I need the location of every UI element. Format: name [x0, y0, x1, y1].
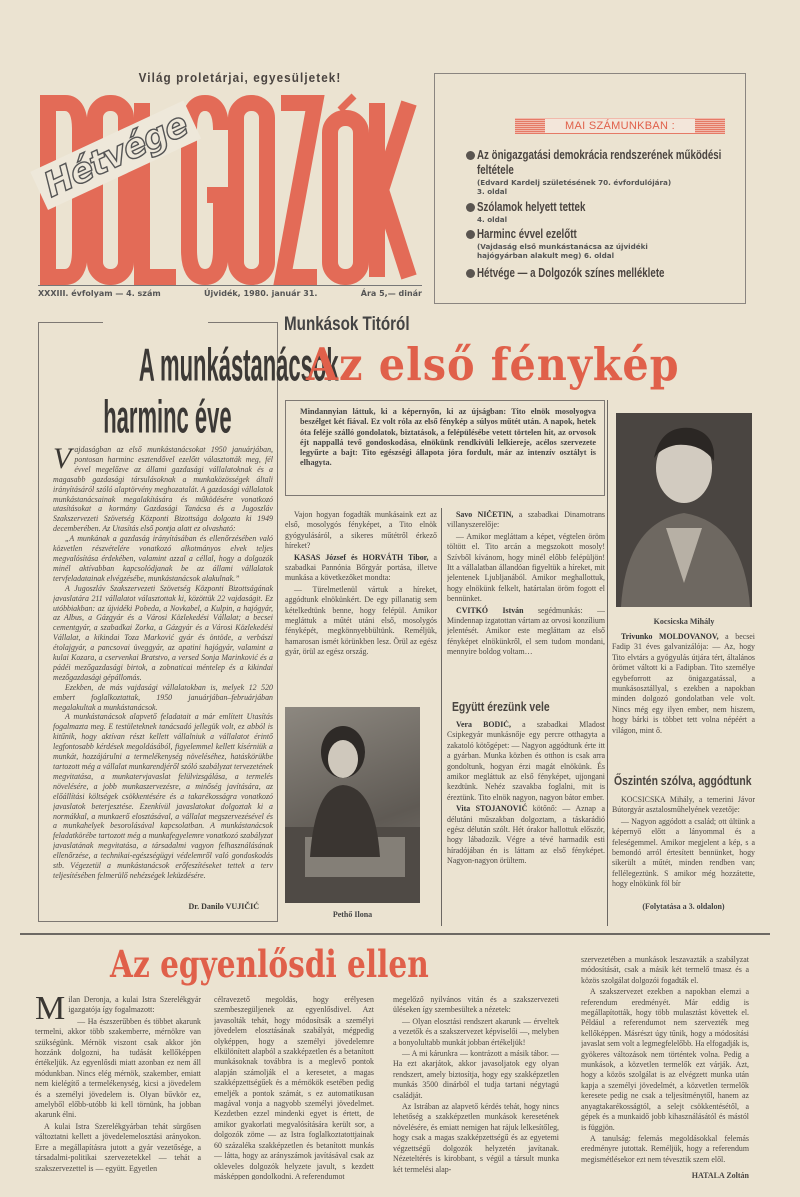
- masthead-title-logo: [38, 92, 428, 287]
- article-title-line1: A munkástanácsok: [138, 339, 339, 392]
- toc-item-page: 3. oldal: [477, 187, 508, 196]
- article-column-3: [393, 995, 559, 1180]
- section-subheading: Együtt érezünk vele: [452, 699, 550, 714]
- toc-item-page: 4. oldal: [477, 215, 508, 224]
- paragraph: megelőző nyilvános vitán és a szakszervezeti üléseken így szembesültek a nézetek:: [393, 995, 559, 1015]
- paragraph: A Jugoszláv Szakszervezeti Szövetség Központi Bizottságának javaslatára 211 vállalatot választottak ki, közöttük 22 vajdaságit. Ez utóbbiakban: az újvidéki Pobeda, a Novkabel, a Kulpin, a hajógyár, az Albus, a Gázgyár és a Városi Közlekedési Vállalat; a becsei cementgyár, a szabadkai Zorka, a Gázgyár és a Városi Közlekedési Vállalat, a kikindai Toza Marković gyár és öntöde, a verbászi étolajgyár, a pancsovai üveggyár, az apatini hajógyár, valamint a kulai Kozara, a cservenkai Bratstvo, a versed Sonja Marinković és a pádéi mezőgazdasági birtok, a zobnaticai méntelep és a kikindai mezőgazdasági gépállomás.: [53, 583, 273, 682]
- article-column-1: [285, 510, 437, 692]
- paragraph: KASAS József és HORVÁTH Tibor, a szabadkai Pannónia Bőrgyár portása, illetve munkása a következőket mondta:: [285, 552, 437, 583]
- toc-item-title: Szólamok helyett tettek: [477, 200, 586, 214]
- article-column-1: [35, 995, 201, 1180]
- article-column-3: [612, 632, 755, 760]
- section-divider: [20, 933, 770, 935]
- toc-item-title: Harminc évvel ezelőtt: [477, 227, 577, 241]
- bullet-icon: [466, 269, 475, 278]
- paragraph: — Amikor megláttam a képet, végtelen öröm töltött el. Tito arcán a megszokott mosoly! Szívből kívánom, hogy minél előbb felépüljön! Itt a vállalatban állandóan figyeltük a híreket, mit jelentenek Ljubljanából. Amikor meghallottuk, hogy elnökünk felkelt, határtalan öröm fogott el bennünket.: [447, 531, 605, 604]
- issue-price: Ára 5,— dinár: [360, 289, 422, 298]
- article-headline: Az első fénykép: [306, 338, 680, 391]
- toc-item-title: feltétele: [477, 163, 514, 177]
- masthead-logo: [38, 92, 428, 287]
- paragraph: ilan Deronja, a kulai Istra Szerelékgyár igazgatója így fogalmazott:: [68, 995, 201, 1015]
- photo-caption: Kocsicska Mihály: [653, 617, 715, 626]
- paragraph: Trivunko MOLDOVANOV, a becsei Fadip 31 éves galvanizálója: — Az, hogy Tito elvtárs a gyógyulás útjára tért, általános örömet váltott ki a Fadipban. Tito személye egybeforrott az önigazgatással, a munkásosztállyal, s ezekben a napokban minden dolgozó gondolatban vele volt. Nincs még egy ilyen ember, nem hiszem, hogy bárki is többet tett volna népéért a világon, mint ő.: [612, 632, 755, 735]
- article-author: HATALA Zoltán: [691, 1171, 749, 1180]
- paragraph: CVITKÓ István segédmunkás: — Mindennap izgatottan vártam az orvosi konzílium jelentését. Amikor este megláttam az első fényképet elnökünkről, el sem tudom mondani, mennyire boldog voltam…: [447, 605, 605, 657]
- masthead-motto: Világ proletárjai, egyesüljetek!: [138, 70, 342, 85]
- paragraph: Savo NIČETIN, a szabadkai Dinamotrans villanyszerelője:: [447, 510, 605, 530]
- photo-image: [285, 707, 420, 903]
- in-this-issue-banner: [515, 118, 725, 134]
- paragraph: szervezetében a munkások leszavazták a szabályzat módosítását, csak a másik két termelő tmasz és a közös szolgálat dolgozói fogadták el.: [581, 955, 749, 985]
- paragraph: ajdaságban az első munkástanácsokat 1950 januárjában, pontosan harminc esztendővel ezelőtt választották meg, fél évvel megelőzve az állami gazdasági vállalatoknak és a magasabb gazdasági társulásoknak a munkaközösségek általi irányításáról szóló alaptörvény meghozatalát. A gazdasági vállalatok munkástanácsainak megalakítására és működésére vonatkozó utasításokat a kormány Gazdasági Tanácsa és a Jugoszláv Szakszervezeti Szövetség Központi Bizottsága dolgozta ki 1949 decemberében. Az Utasítás első pontja alatt ez olvasható:: [53, 445, 273, 534]
- article-body: [53, 445, 273, 897]
- paragraph: célravezető megoldás, hogy erélyesen szembeszegüljenek az egyenlősdivel. Azt javasolták tehát, hogy módosítsák a személyi jövedelem elosztásának szabályát, mégpedig olyképpen, hogy a személyi jövedelemre elkülönített alapból a szakképzetlen és a betanított munkásoknak továbbra is a meglevő pontok alapján számolják el a keresetet, a magas szakképzettségűek és a mérnökök esetében pedig emeljék a pontok számát, s ez automatikusan magával vonja a nagyobb személyi jövedelmet. Kezdetben ezzel mindenki egyet is értett, de amikor gyakorlati megvalósítására került sor, a dolgozók zöme — az Istra foglalkoztatottjainak 60 százaléka szakképzetlen és betanított munkás — látta, hogy az arányszámok javításával csak az okleveles dolgozók helyzete javult, s kezdett másképpen gondolkodni. A referendumot: [214, 995, 374, 1180]
- paragraph: — Nagyon aggódott a család; ott ültünk a képernyő előtt a lányommal és a feleségemmel. Amikor megjelent a kép, s a bemondó arról értesített bennünket, hogy sikerült a műtét, minden rendben van; fellélegeztünk. S amikor még hozzátette, hogy elnökünk föl bír: [612, 816, 755, 889]
- photo-worker-woman: [285, 707, 420, 903]
- issue-date: Újvidék, 1980. január 31.: [204, 289, 318, 298]
- paragraph: Az Istrában az alapvető kérdés tehát, hogy nincs lehetőség a szakképzetlen munkások keresetének növelésére, és emiatt nemigen hat rájuk lelkesítőleg, hogy csak a magas szakképzettségű és az egyetemi végzettségű dolgozók helyzetén javítanak. Nézeteltérés is kirobbant, s végül a társult munka két termelési alap-: [393, 1102, 559, 1174]
- article-column-2: [447, 510, 605, 692]
- paragraph: Vita STOJANOVIĆ kötőnő: — Aznap a délutáni műszakban dolgoztam, a táskarádió egész délután szólt. Hét órakor hallottuk először, hogy lábadozik. Végre a tévé harmadik esti híradójában én is láttam az első fényképet. Nagyon-nagyon örültem.: [447, 804, 605, 866]
- paragraph: — Türelmetlenül vártuk a híreket, aggódtunk elnökünkért. De egy pillanatig sem kételkedtünk benne, hogy felépül. Amikor megláttuk a műtét utáni első, mosolygós fényképét, megkönnyebbültünk. Reméljük, hamarosan ismét körünkben lesz. Örül az egész gyár, örül az egész ország.: [285, 584, 437, 657]
- issue-volume: XXXIII. évfolyam — 4. szám: [38, 289, 161, 298]
- bullet-icon: [466, 230, 475, 239]
- paragraph: — Ha észszerűbben és többet akarunk termelni, akkor több szakemberre, mérnökre van szükségünk. Mérnök viszont csak akkor jön hozzánk dolgozni, ha tudását kellőképpen értékeljük. Az egyenlősdi miatt azonban ez nem áll módunkban. Nincs elég mérnök, szakember, emiatt nem kielégítő a termelékenység, kicsi a jövedelem és a személyi jövedelem is. Olyan bűvkör ez, amelyből előbb-utóbb ki kell törnünk, ha jobban akarunk élni.: [35, 1016, 201, 1120]
- supplement-logo: Hétvége: [30, 100, 201, 210]
- toc-item[interactable]: [477, 200, 742, 224]
- paragraph: — Olyan elosztási rendszert akarunk — érveltek a vezetők és a szakszervezet képviselői —, melyben a bonyolultabb munkát jobban értékeljük!: [393, 1016, 559, 1047]
- toc-item[interactable]: [477, 227, 742, 260]
- article-column-2b: [447, 720, 605, 920]
- toc-item-subtitle: (Vajdaság első munkástanácsa az újvidéki: [477, 242, 648, 251]
- paragraph: KOCSICSKA Mihály, a temerini Jávor Bútorgyár asztalosműhelyének vezetője:: [612, 795, 755, 815]
- article-intro-box: Mindannyian láttuk, ki a képernyőn, ki az újságban: Tito elnök mosolyogva beszélget két fiával. Ez volt róla az első fénykép a súlyos műtét után. A napok, hetek óta feléje szálló gondolatok, biztatások, a felépülésébe vetett törtelen hit, az orvosok éjt nappallá tevő gondoskodása, elnökünk rendkívüli lelkiereje, acélos szervezete legyűrte a bajt: Tito egészségi állapota jóra fordult, már az intenzív osztályt is elhagyta.: [285, 400, 605, 496]
- article-title-line2: harminc éve: [103, 391, 232, 444]
- workers-councils-article: [38, 322, 339, 922]
- toc-item[interactable]: [477, 148, 742, 196]
- paragraph: A kulai Istra Szerelékgyárban tehát sürgősen változtatni kellett a jövedelemelosztási arányokon. Erre a megállapításra jutott a gyár vezetősége, a társadalmi-politikai szervezetekkel — tehát a szakszervezettel is — együtt. Egyetlen: [35, 1121, 201, 1173]
- paragraph: — A mi kárunkra — kontrázott a másik tábor. — Ha ezt akarjátok, akkor javasoljatok egy olyan rendszert, amely biztosítja, hogy egy szakképzetlen munkás 3500 dinárból el tudja tartani négytagú családját.: [393, 1049, 559, 1100]
- article-column-3b: [612, 795, 755, 889]
- paragraph: A munkástanácsok alapvető feladatait a már említett Utasítás fogalmazta meg. E testületeknek tanácsadó jellegük volt, ez abból is kitűnik, hogy aktívan részt kellett vállalniuk a vállalatot érintő legfontosabb kérdések megoldásából, figyelemmel kellett kísérniük a munkát, hozzájárulni a termelékenység növeléséhez, hatáskörükbe tartozott még a vállalat munkarendjéről szóló szabályzat tervezetének megvitatása, a munkatervjavaslat felülvizsgálása, a termelés növelésére, a jobb munkaszervezésre, a minőség javítására, az előállítási költségek csökkentésére és a takarékosságra vonatkozó javaslatok beterjesztése. Ezenkívül javaslatokat dolgoztak ki a normákkal, a munkaerő elosztásával, a vállalat megszervezésével és a munkahelyek besorolásával kapcsolatban. A munkástanácsok feladatkörébe tartozott még a munkafegyelemre vonatkozó szabályzat javaslatának megvitatása, a társadalmi vagyon felhasználásának ellenőrzése, a technikai-egészségügyi védelemről való gondoskodás stb. Végezetül a munkástanácsok erőfeszítéseket tettek a terv teljesítésében felmerülő nehézségek leküzdésére.: [53, 712, 273, 880]
- column-divider: [441, 508, 442, 926]
- toc-item-title: Az önigazgatási demokrácia rendszerének működési: [477, 148, 722, 162]
- drop-cap: V: [53, 445, 72, 475]
- in-this-issue-box: [434, 73, 746, 304]
- photo-caption: Pethő Ilona: [332, 910, 373, 919]
- bullet-icon: [466, 203, 475, 212]
- article-column-4: [581, 955, 749, 1180]
- article-kicker: Munkások Titóról: [284, 314, 410, 335]
- photo-image: [616, 413, 752, 607]
- toc-item-subtitle: (Edvard Kardelj születésének 70. évfordulójára): [477, 178, 672, 187]
- toc-item[interactable]: [477, 266, 742, 281]
- continued-on-page: (Folytatása a 3. oldalon): [642, 902, 725, 911]
- photo-kocsicska: [616, 413, 752, 607]
- paragraph: Vera BODIĆ, a szabadkai Mladost Csipkegyár munkásnője egy percre otthagyta a zakatoló kötőgépet: — Nagyon aggódtunk érte itt a gyárban. Munka közben és otthon is csak arra gondoltunk, hogyan érzi magát elnökünk. És amikor megláttuk az első fényképet, ujjongani kezdtünk. Nehéz szavakba foglalni, mit is éreztünk. Tito elnök nagyon, nagyon bátor ember.: [447, 720, 605, 802]
- column-divider: [607, 400, 608, 926]
- article-headline: Az egyenlősdi ellen: [110, 942, 429, 986]
- paragraph: A tanulság: felemás megoldásokkal felemás eredményre jutottak. Reméljük, hogy a referendum megismétlésekor ezt nem tévesztik szem elől.: [581, 1133, 749, 1164]
- section-subheading: Őszintén szólva, aggódtunk: [614, 773, 752, 788]
- in-this-issue-label: MAI SZÁMUNKBAN :: [545, 119, 695, 133]
- article-author: Dr. Danilo VUJIČIĆ: [188, 902, 259, 911]
- paragraph: Ezekben, de más vajdasági vállalatokban is, melyek 12 520 embert foglalkoztattak, 1950 januárjában–februárjában megalakultak a munkástanácsok.: [53, 682, 273, 712]
- issue-info-line: [38, 285, 422, 298]
- drop-cap: M: [35, 995, 66, 1027]
- article-column-2: [214, 995, 374, 1180]
- bullet-icon: [466, 151, 475, 160]
- toc-item-title: Hétvége — a Dolgozók színes melléklete: [477, 266, 665, 280]
- paragraph: „A munkának a gazdaság irányításában és ellenőrzésében való közvetlen részvételére vonatkozó alkotmányos elvek teljes megvalósítása érdekében, valamint azzal a céllal, hogy a dolgozók minél aktívabban kapcsolódjanak be az állami vállalatok tervfeladatainak elvégzésébe, munkástanácsok alakulnak.”: [53, 534, 273, 583]
- toc-item-page: hajógyárban alakult meg) 6. oldal: [477, 251, 615, 260]
- paragraph: Vajon hogyan fogadták munkásaink ezt az első, mosolygós fényképet, a Tito elnök gyógyulásáról, a sikeres műtétről érkező híreket?: [285, 510, 437, 551]
- paragraph: A szakszervezet ezekben a napokban elemzi a referendum eredményét. Már eddig is megállapították, hogy több mulasztást követtek el. Például a referendumot nem szervezték meg kellőképpen. Másrészt úgy tűnik, hogy a módosítási javaslat sem volt a legmegfelelőbb. Ha elfogadják is, gyökeres változások nem történtek volna. Pedig a munkások, a közvetlen termelők ezt várják. Azt, hogy a közös szolgálat is az elvégzett munka után kapja a személyi jövedelmét, a közvetlen termelők keresete pedig ne csak a teljesítménytől, hanem az anyagtakarékosságtól, a selejt csökkentésétől, a gépek és a munkaidő jobb kihasználásától és mástól is függjön.: [581, 987, 749, 1132]
